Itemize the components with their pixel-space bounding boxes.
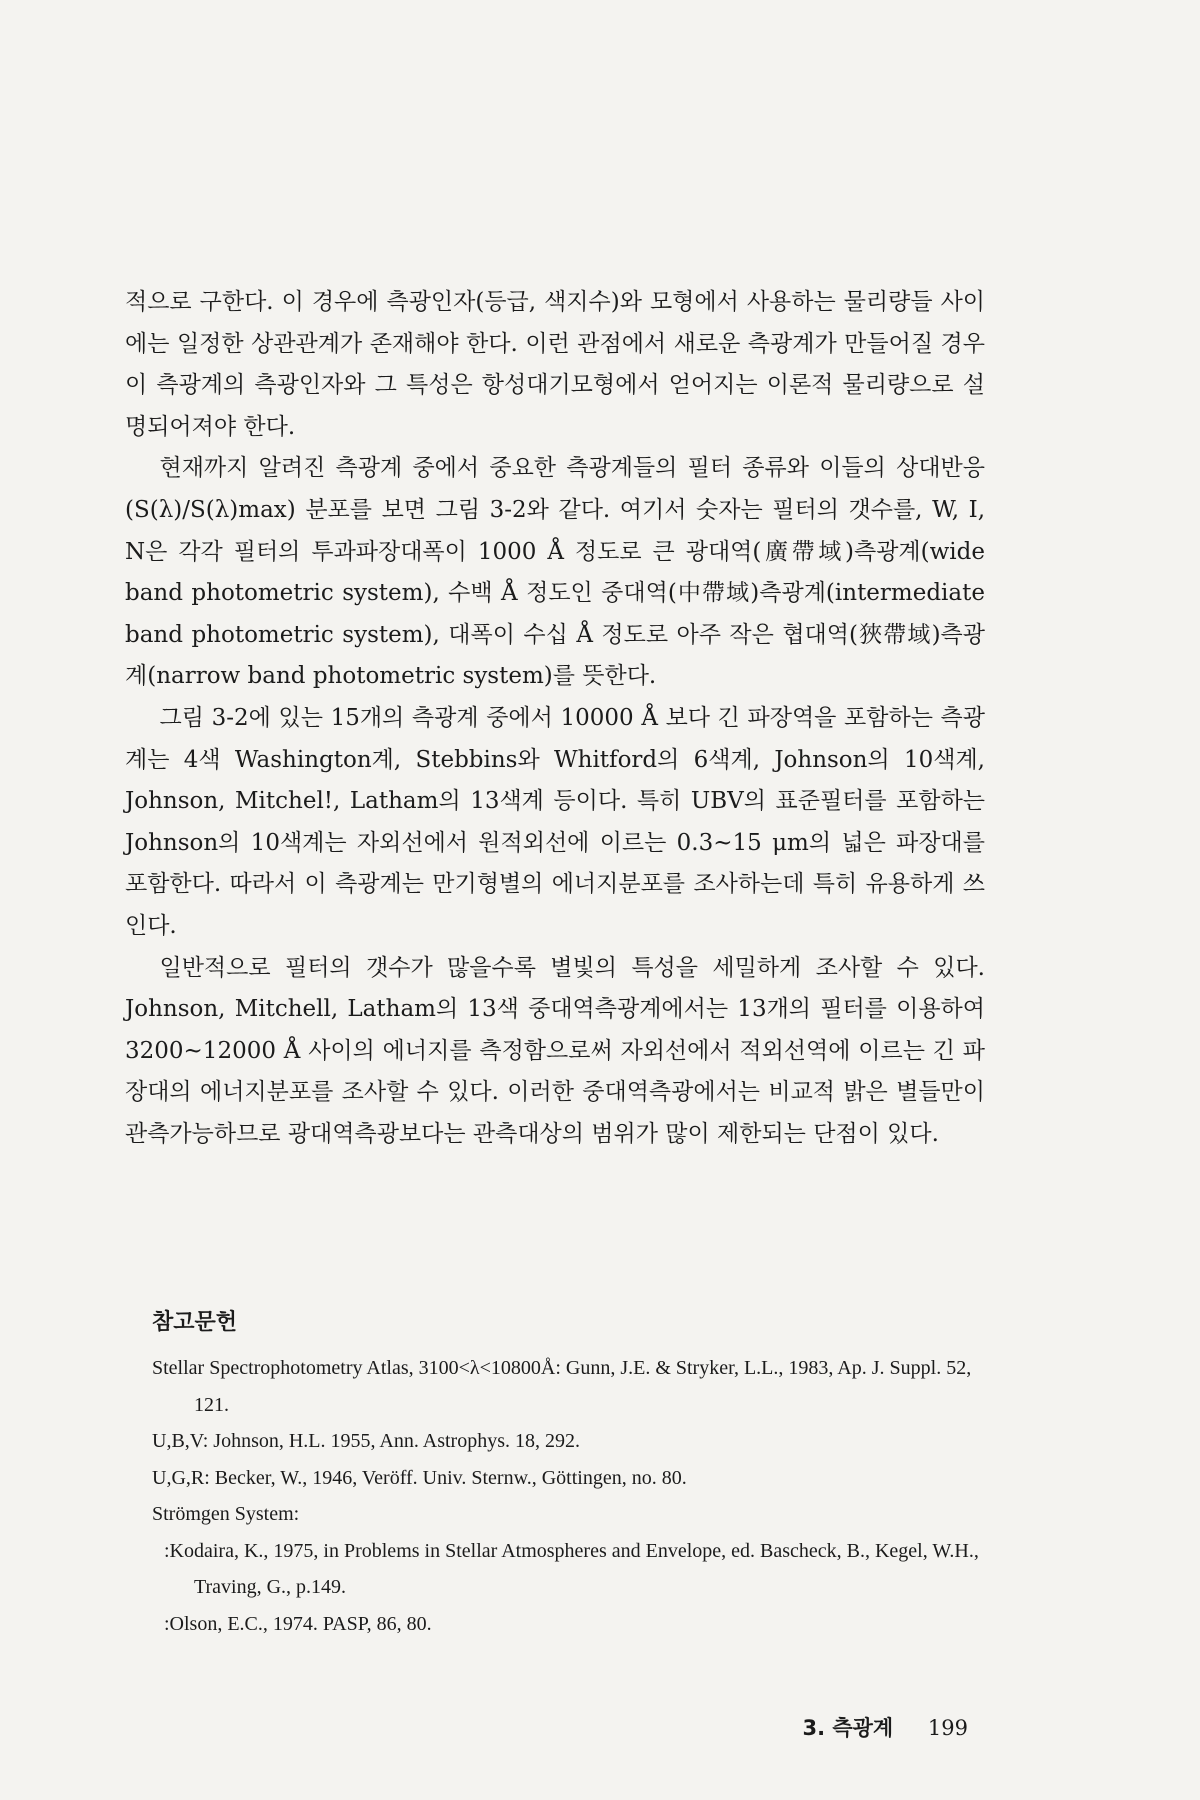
reference-item: U,G,R: Becker, W., 1946, Veröff. Univ. Sternw., Göttingen, no. 80.	[152, 1466, 687, 1489]
paragraph: 그림 3-2에 있는 15개의 측광계 중에서 10000 Å 보다 긴 파장역을 포함하는 측광계는 4색 Washington계, Stebbins와 Whitford의 6색계, Johnson의 10색계, Johnson, Mitchel!, Latham의 13색계 등이다. 특히 UBV의 표준필터를 포함하는 Johnson의 10색계는 자외선에서 원적외선에 이르는 0.3~15 μm의 넓은 파장대를 포함한다. 따라서 이 측광계는 만기형별의 에너지분포를 조사하는데 특히 유용하게 쓰인다.	[125, 704, 985, 939]
page-footer	[802, 1712, 968, 1742]
references-heading: 참고문헌	[152, 1310, 238, 1335]
reference-item: Strömgen System:	[152, 1503, 300, 1525]
paragraph: 적으로 구한다. 이 경우에 측광인자(등급, 색지수)와 모형에서 사용하는 물리량들 사이에는 일정한 상관관계가 존재해야 한다. 이런 관점에서 새로운 측광계가 만들어질 경우 이 측광계의 측광인자와 그 특성은 항성대기모형에서 얻어지는 이론적 물리량으로 설명되어져야 한다.	[125, 289, 985, 440]
reference-item: :Kodaira, K., 1975, in Problems in Stellar Atmospheres and Envelope, ed. Bascheck, B., Kegel, W.H., Traving, G., p.149.	[164, 1539, 979, 1598]
body-text	[125, 282, 985, 1155]
paragraph: 일반적으로 필터의 갯수가 많을수록 별빛의 특성을 세밀하게 조사할 수 있다. Johnson, Mitchell, Latham의 13색 중대역측광계에서는 13개의 필터를 이용하여 3200~12000 Å 사이의 에너지를 측정함으로써 자외선에서 적외선역에 이르는 긴 파장대의 에너지분포를 조사할 수 있다. 이러한 중대역측광에서는 비교적 밝은 별들만이 관측가능하므로 광대역측광보다는 관측대상의 범위가 많이 제한되는 단점이 있다.	[125, 954, 985, 1147]
page-number: 199	[927, 1716, 968, 1740]
reference-item: Stellar Spectrophotometry Atlas, 3100<λ<10800Å: Gunn, J.E. & Stryker, L.L., 1983, Ap. J. Suppl. 52, 121.	[152, 1357, 972, 1416]
references-list	[152, 1350, 992, 1642]
chapter-title: 3. 측광계	[802, 1716, 894, 1740]
reference-item: :Olson, E.C., 1974. PASP, 86, 80.	[164, 1612, 432, 1635]
paragraph: 현재까지 알려진 측광계 중에서 중요한 측광계들의 필터 종류와 이들의 상대반응(S(λ)/S(λ)max) 분포를 보면 그림 3-2와 같다. 여기서 숫자는 필터의 갯수를, W, I, N은 각각 필터의 투과파장대폭이 1000 Å 정도로 큰 광대역(廣帶域)측광계(wide band photometric system), 수백 Å 정도인 중대역(中帶域)측광계(intermediate band photometric system), 대폭이 수십 Å 정도로 아주 작은 협대역(狹帶域)측광계(narrow band photometric system)를 뜻한다.	[125, 455, 985, 690]
reference-item: U,B,V: Johnson, H.L. 1955, Ann. Astrophys. 18, 292.	[152, 1430, 580, 1452]
references-section	[152, 1306, 992, 1642]
